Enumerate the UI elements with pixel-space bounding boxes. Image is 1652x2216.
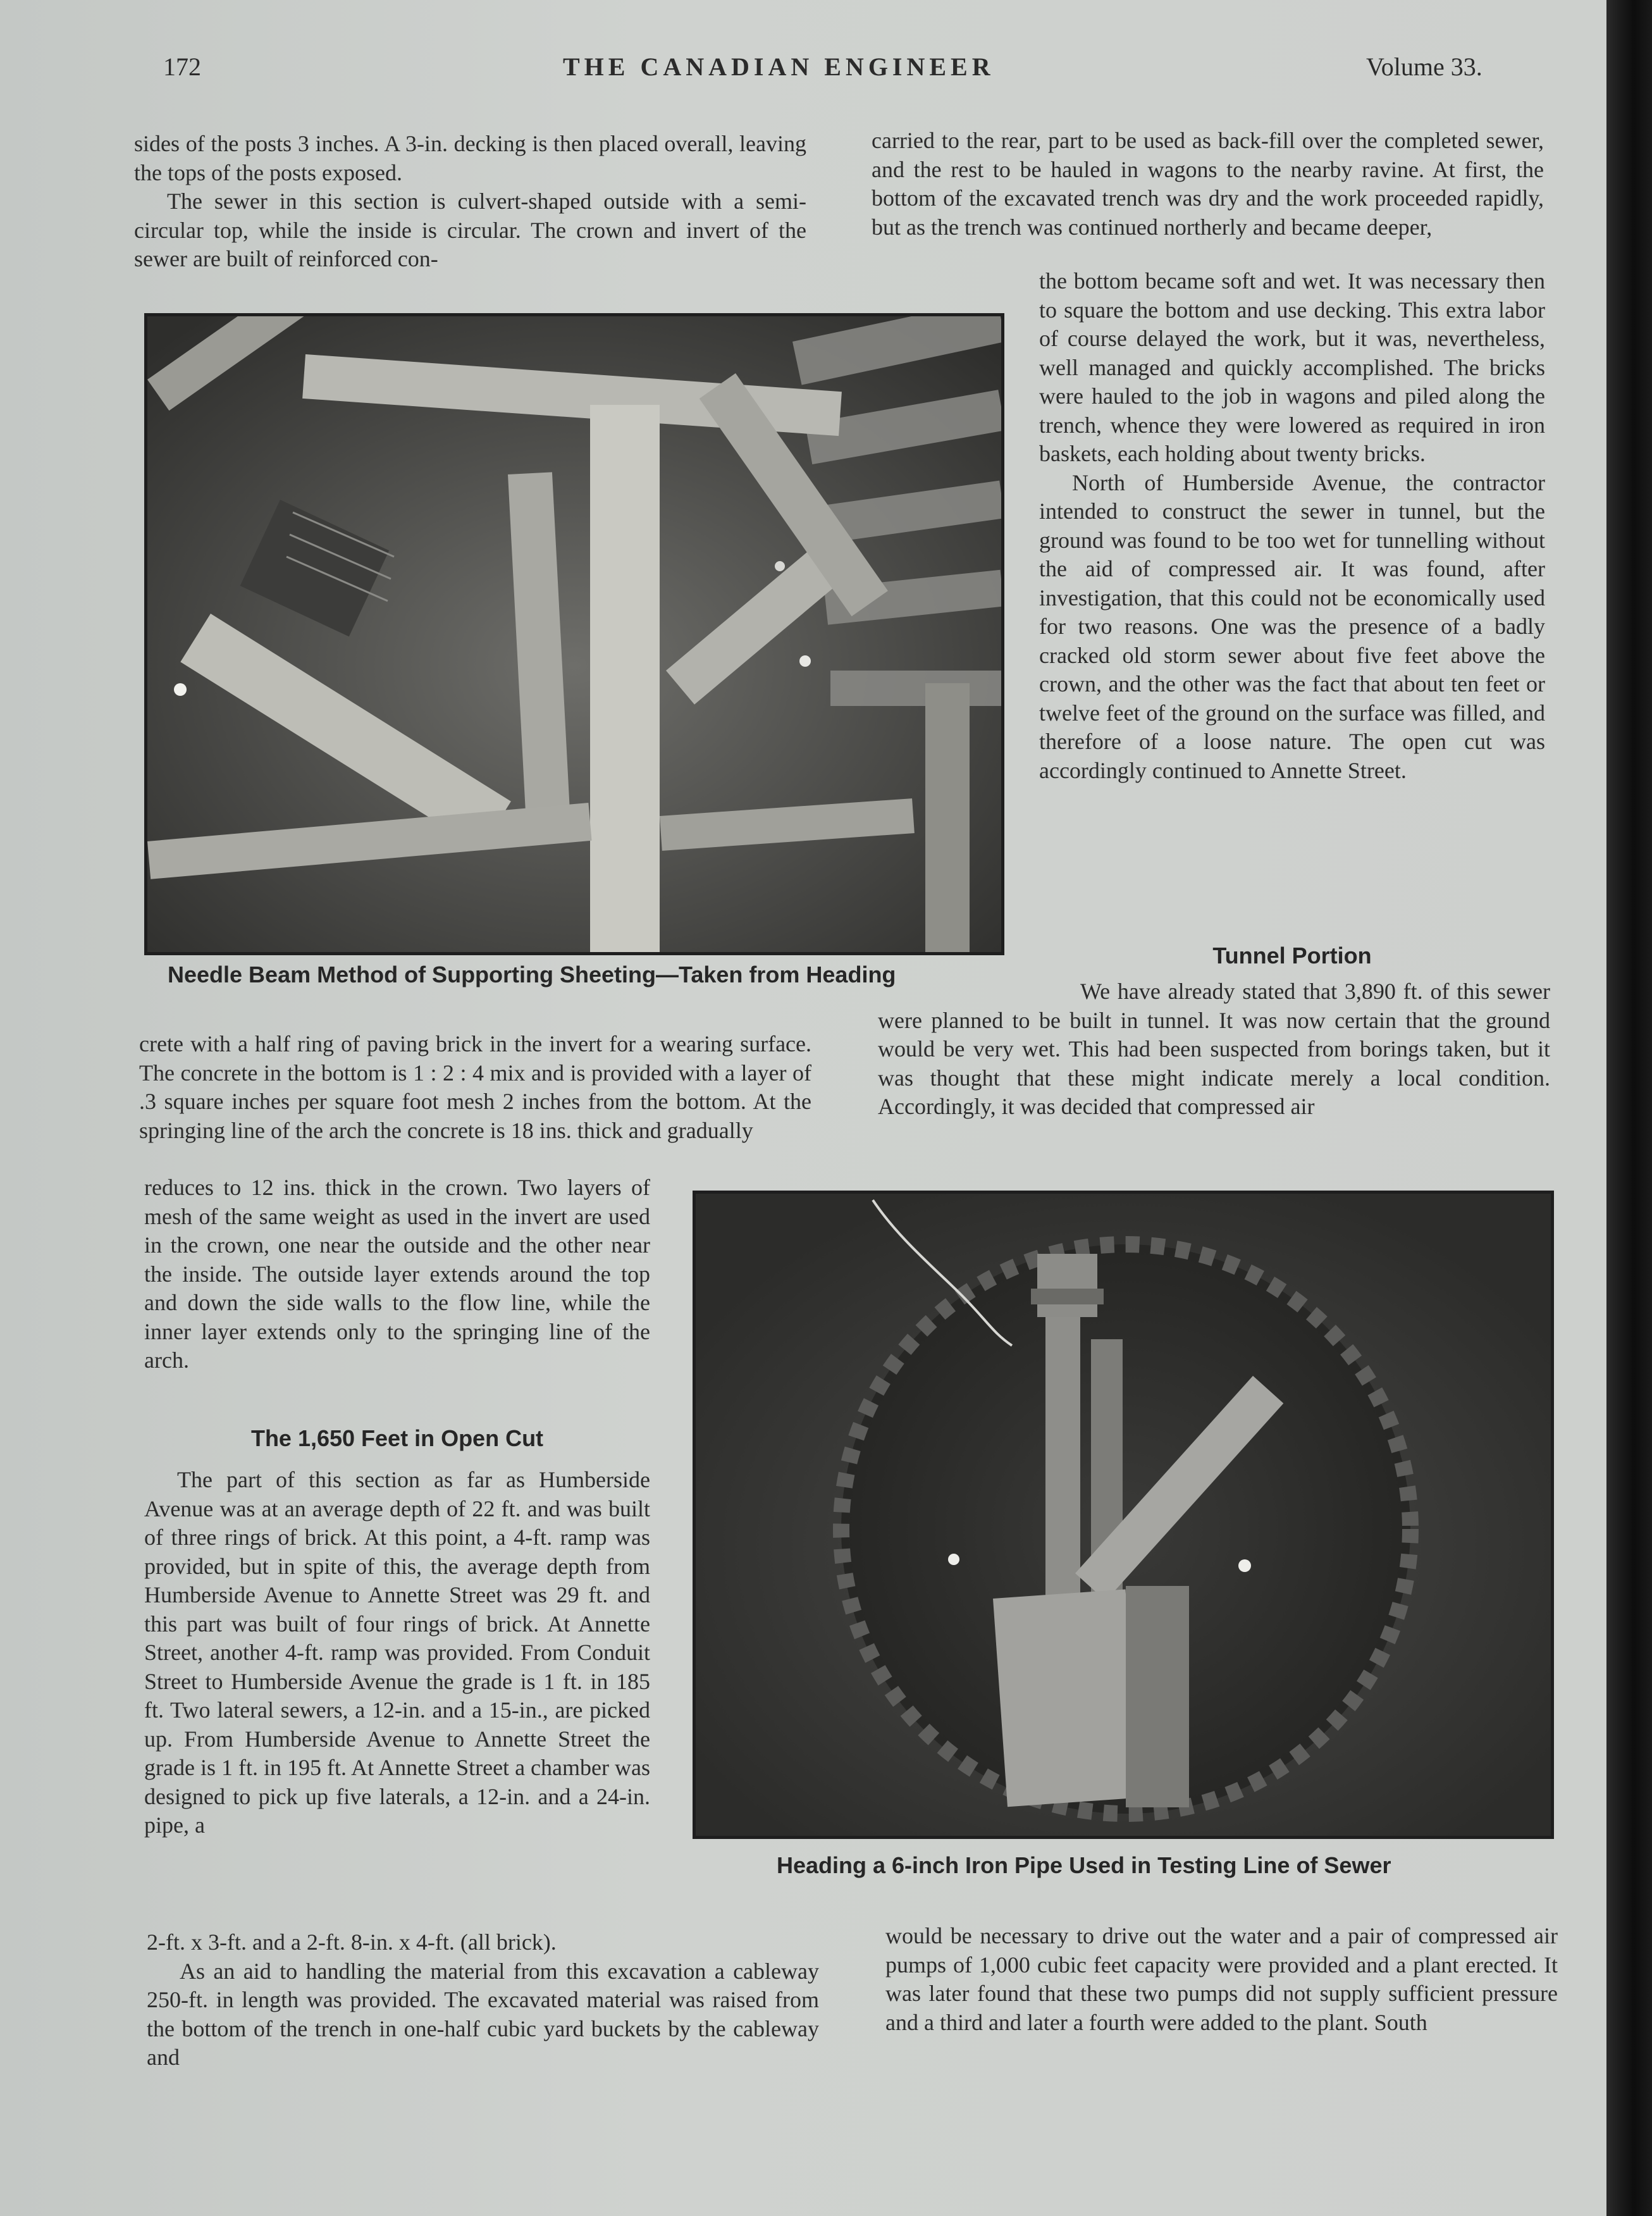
photo2-caption: Heading a 6-inch Iron Pipe Used in Testing Line of Sewer [777, 1852, 1391, 1878]
journal-title: THE CANADIAN ENGINEER [563, 53, 995, 81]
book-gutter [1606, 0, 1652, 2216]
left-column-mid [139, 1030, 811, 1145]
paragraph: carried to the rear, part to be used as back-fill over the completed sewer, and the rest to be hauled in wagons to the nearby ravine. At first, the bottom of the excavated trench was dry and the work proceeded rapidly, but as the trench was continued northerly and became deeper, [872, 128, 1544, 240]
paragraph: North of Humberside Avenue, the contractor intended to construct the sewer in tunnel, but the ground was found to be too wet for tunnelling without the aid of compressed air. It was found, after investigation, that this could not be economically used for two reasons. One was the presence of a badly cracked old storm sewer about five feet above the crown, and the other was the fact that about ten feet or twelve feet of the ground on the surface was filled, and therefore of a loose nature. The open cut was accordingly continued to Annette Street. [1039, 469, 1545, 783]
right-column-bottom [885, 1922, 1558, 2037]
paragraph: The sewer in this section is culvert-shaped outside with a semi-circular top, while the inside is circular. The crown and invert of the sewer are built of reinforced con- [134, 189, 806, 271]
left-column-narrow-2 [144, 1466, 650, 1840]
paragraph: The part of this section as far as Humberside Avenue was at an average depth of 22 ft. and was built of three rings of brick. At this point, a 4-ft. ramp was provided, but in spite of this, the average depth from Humberside Avenue to Annette Street was 29 ft. and this part was built of four rings of brick. At Annette Street, another 4-ft. ramp was provided. From Conduit Street to Humberside Avenue the grade is 1 ft. in 185 ft. Two lateral sewers, a 12-in. and a 15-in., are picked up. From Humberside Avenue to Annette Street the grade is 1 ft. in 195 ft. At Annette Street a chamber was designed to pick up five laterals, a 12-in. and a 24-in. pipe, a [144, 1467, 650, 1838]
photo-iron-pipe-heading [693, 1191, 1554, 1839]
paragraph: We have already stated that 3,890 ft. of this sewer were planned to be built in tunnel. It was now certain that the ground would be very wet. This had been suspected from borings taken, but it was thought that these might indicate merely a local condition. Accordingly, it was decided that compressed air [878, 979, 1550, 1119]
left-column-narrow-1 [144, 1173, 650, 1375]
page-number: 172 [163, 53, 201, 81]
tunnel-portion-heading: Tunnel Portion [1212, 943, 1372, 969]
volume-label: Volume 33. [1366, 53, 1482, 81]
left-column-top [134, 130, 806, 274]
paragraph: would be necessary to drive out the water and a pair of compressed air pumps of 1,000 cubic feet capacity were provided and a plant erected. It was later found that these two pumps did not supply sufficient pressure and a third and later a fourth were added to the plant. South [885, 1923, 1558, 2035]
paragraph: 2-ft. x 3-ft. and a 2-ft. 8-in. x 4-ft. (all brick). [147, 1929, 557, 1955]
paragraph: As an aid to handling the material from this excavation a cableway 250-ft. in length was provided. The excavated material was raised from the bottom of the trench in one-half cubic yard buckets by the cableway and [147, 1958, 819, 2070]
open-cut-heading: The 1,650 Feet in Open Cut [250, 1425, 544, 1451]
right-column-top [872, 127, 1544, 242]
photo1-caption: Needle Beam Method of Supporting Sheeting—Taken from Heading [168, 962, 896, 987]
paragraph: crete with a half ring of paving brick in the invert for a wearing surface. The concrete in the bottom is 1 : 2 : 4 mix and is provided with a layer of .3 square inches per square foot mesh 2 inches from the bottom. At the springing line of the arch the concrete is 18 ins. thick and gradually [139, 1031, 811, 1143]
right-column-tunnel [878, 977, 1550, 1122]
right-column-narrow [1039, 267, 1545, 785]
photo-needle-beam [144, 313, 1004, 955]
paragraph: sides of the posts 3 inches. A 3-in. decking is then placed overall, leaving the tops of the posts exposed. [134, 131, 806, 185]
iron-pipe-photo-graphic [696, 1194, 1551, 1836]
needle-beam-photo-graphic [147, 316, 1001, 952]
left-column-bottom [147, 1928, 819, 2072]
paragraph: reduces to 12 ins. thick in the crown. Two layers of mesh of the same weight as used in the invert are used in the crown, one near the outside and the other near the inside. The outside layer extends around the top and down the side walls to the flow line, while the inner layer extends only to the springing line of the arch. [144, 1175, 650, 1373]
paragraph: the bottom became soft and wet. It was necessary then to square the bottom and use decking. This extra labor of course delayed the work, but it was, nevertheless, well managed and quickly accomplished. The bricks were hauled to the job in wagons and piled along the trench, whence they were lowered as required in iron baskets, each holding about twenty bricks. [1039, 268, 1545, 466]
